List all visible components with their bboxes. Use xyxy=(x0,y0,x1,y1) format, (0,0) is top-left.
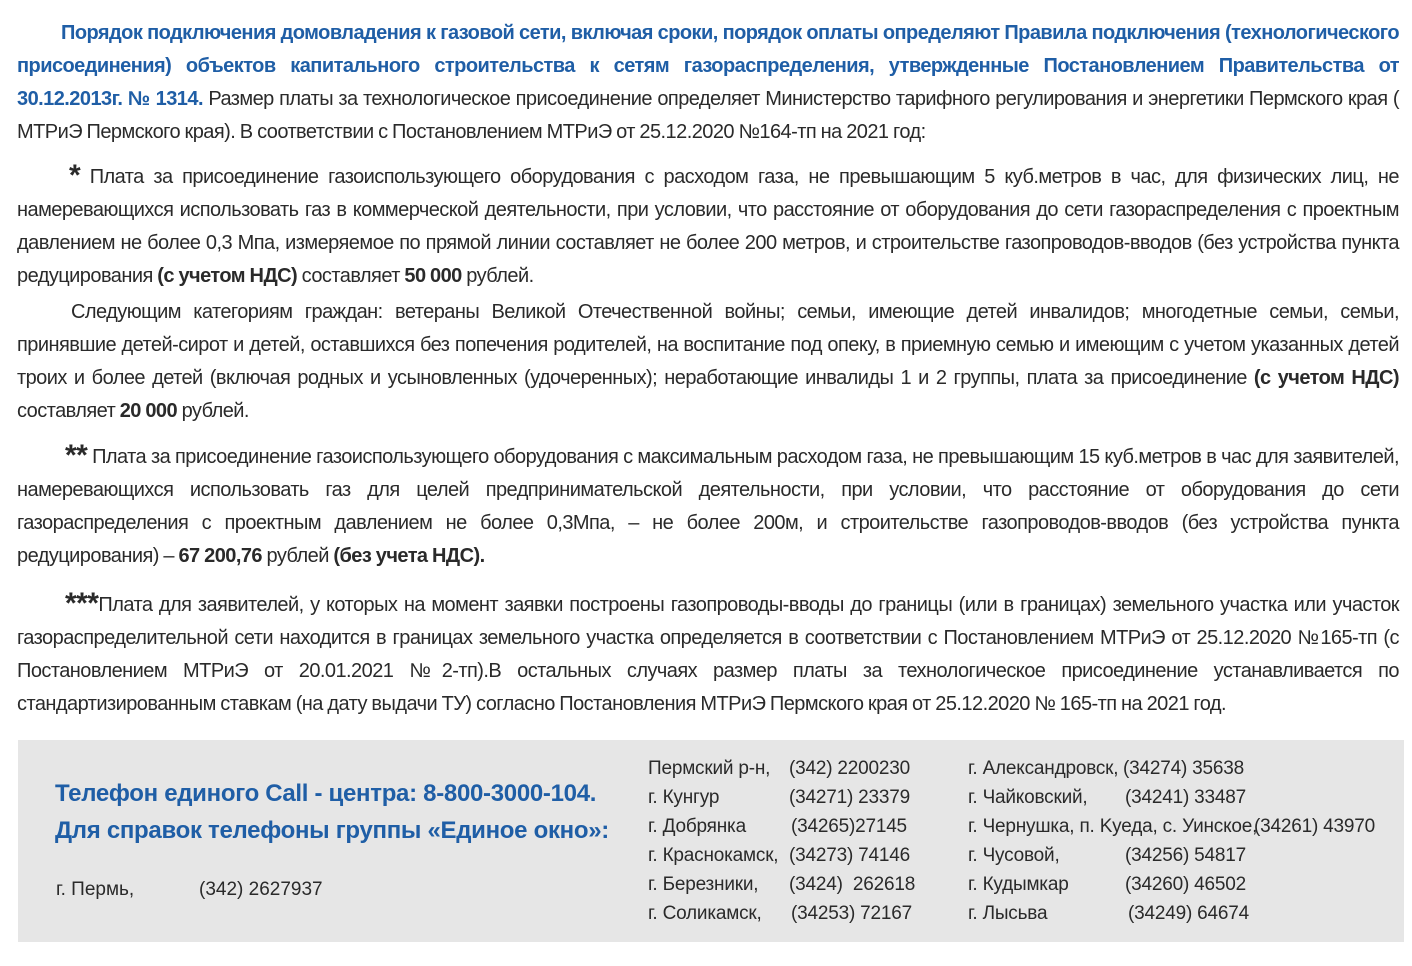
item1-end: рублей. xyxy=(461,265,534,287)
item1b-text: Следующим категориям граждан: ветераны Великой Отечественной войны; семьи, имеющие детей инвалидов; многодетные семьи, семьи, принявшие детей-сирот и детей, оставшихся без попечения родителей, на воспитание под опеку, в приемную семью и имеющим с учетом указанных детей троих и более детей (включая родных и усыновленных (удочеренных); неработающие инвалиды 1 и 2 группы, плата за присоединение xyxy=(17,301,1399,389)
intro-paragraph xyxy=(17,17,1399,149)
intro-text: Размер платы за технологическое присоединение определяет Министерство тарифного регулирования и энергетики Пермского края ( МТРиЭ Пермского края). В соответствии с Постановлением МТРиЭ от 25.12.2020 №164-тп на 2021 год: xyxy=(17,88,1399,143)
item2-marker: ** xyxy=(65,439,88,472)
tariff-item-3 xyxy=(17,589,1399,721)
contact-city: г. Добрянка xyxy=(648,816,746,837)
contact-phone: (3424) 262618 xyxy=(789,874,916,895)
item2-vat: (без учета НДС). xyxy=(333,545,485,567)
tariff-item-2 xyxy=(17,441,1399,573)
contact-phone: (34253) 72167 xyxy=(791,903,913,924)
contact-phone: (34271) 23379 xyxy=(789,787,911,808)
contact-city: г. Чусовой, xyxy=(968,845,1060,866)
contact-city: г. Краснокамск, xyxy=(648,845,779,866)
contact-city: г. Кудымкар xyxy=(968,874,1069,895)
tariff-item-1 xyxy=(17,161,1399,293)
contact-phone: (34261) 43970 xyxy=(1254,816,1376,837)
item3-text: Плата для заявителей, у которых на момент заявки построены газопроводы-вводы до границы (или в границах) земельного участка или участок газораспределительной сети находится в границах земельного участка определяется в соответствии с Постановлением МТРиЭ от 25.12.2020 №165-тп (с Постановлением МТРиЭ от 20.01.2021 №2-тп).В остальных случаях размер платы за технологическое присоединение устанавливается по стандартизированным ставкам (на дату выдачи ТУ) согласно Постановления МТРиЭ Пермского края от 25.12.2020 № 165-тп на 2021 год. xyxy=(17,594,1399,715)
contact-phone: (342) 2200230 xyxy=(789,758,911,779)
contacts-panel xyxy=(18,740,1404,942)
help-line: Для справок телефоны группы «Единое окно»: xyxy=(55,817,609,844)
tariff-item-1b xyxy=(17,296,1399,428)
item1b-vat: (с учетом НДС) xyxy=(1253,367,1399,389)
contact-city: г. Александровск, xyxy=(968,758,1119,779)
contact-phone: (34241) 33487 xyxy=(1125,787,1247,808)
item1b-mid: составляет xyxy=(17,400,120,422)
call-center-block xyxy=(55,775,609,849)
item1-text: Плата за присоединение газоиспользующего оборудования с расходом газа, не превышающим 5 куб.метров в час, для физических лиц, не намеревающихся использовать газ в коммерческой деятельности, при условии, что расстояние от оборудования до сети газораспределения с проектным давлением не более 0,3 Мпа, измеряемое по прямой линии составляет не более 200 метров, и строительстве газопроводов-вводов (без устройства пункта редуцирования xyxy=(17,166,1399,287)
item1-vat: (с учетом НДС) xyxy=(157,265,298,287)
contact-city: г. Чайковский, xyxy=(968,787,1088,808)
perm-contact xyxy=(56,879,323,901)
contact-city: г. Соликамск, xyxy=(648,903,762,924)
contact-city: г. Кунгур xyxy=(648,787,720,808)
item1-mid: составляет xyxy=(297,265,405,287)
contact-phone: (34256) 54817 xyxy=(1125,845,1247,866)
perm-city: г. Пермь, xyxy=(56,879,135,900)
item2-amount: 67 200,76 xyxy=(178,545,262,567)
contact-phone: (34274) 35638 xyxy=(1123,758,1245,779)
contact-phone: (34265)27145 xyxy=(791,816,907,837)
contact-city: г. Лысьва xyxy=(968,903,1048,924)
item1b-end: рублей. xyxy=(177,400,249,422)
contact-city: г. Чернушка, п. Kуеда, с. Уинское, xyxy=(968,816,1258,837)
perm-phone: (342) 2627937 xyxy=(199,879,323,900)
item2-mid: рублей xyxy=(262,545,334,567)
contact-phone: (34260) 46502 xyxy=(1125,874,1247,895)
contact-city: г. Березники, xyxy=(648,874,759,895)
item3-marker: *** xyxy=(65,587,99,620)
item1b-amount: 20 000 xyxy=(119,400,178,422)
item2-text: Плата за присоединение газоиспользующего оборудования с максимальным расходом газа, не превышающим 15 куб.метров в час для заявителей, намеревающихся использовать газ для целей предпринимательской деятельности, при условии, что расстояние от оборудования до сети газораспределения с проектным давлением не более 0,3Мпа, – не более 200м, и строительстве газопроводов-вводов (без устройства пункта редуцирования) – xyxy=(17,446,1399,567)
item1-amount: 50 000 xyxy=(404,265,462,287)
call-center-line: Телефон единого Call - центра: 8-800-3000-104. xyxy=(55,780,597,807)
contact-phone: (34273) 74146 xyxy=(789,845,911,866)
contact-city: Пермский р-н, xyxy=(648,758,771,779)
intro-heading: Порядок подключения домовладения к газовой сети, включая сроки, порядок оплаты определяют Правила подключения (технологического присоединения) объектов капитального строительства к сетям газораспределения, утвержденные Постановлением Правительства от 30.12.2013г. № 1314. xyxy=(17,22,1399,110)
item1-marker: * xyxy=(69,159,81,192)
contact-phone: (34249) 64674 xyxy=(1128,903,1250,924)
